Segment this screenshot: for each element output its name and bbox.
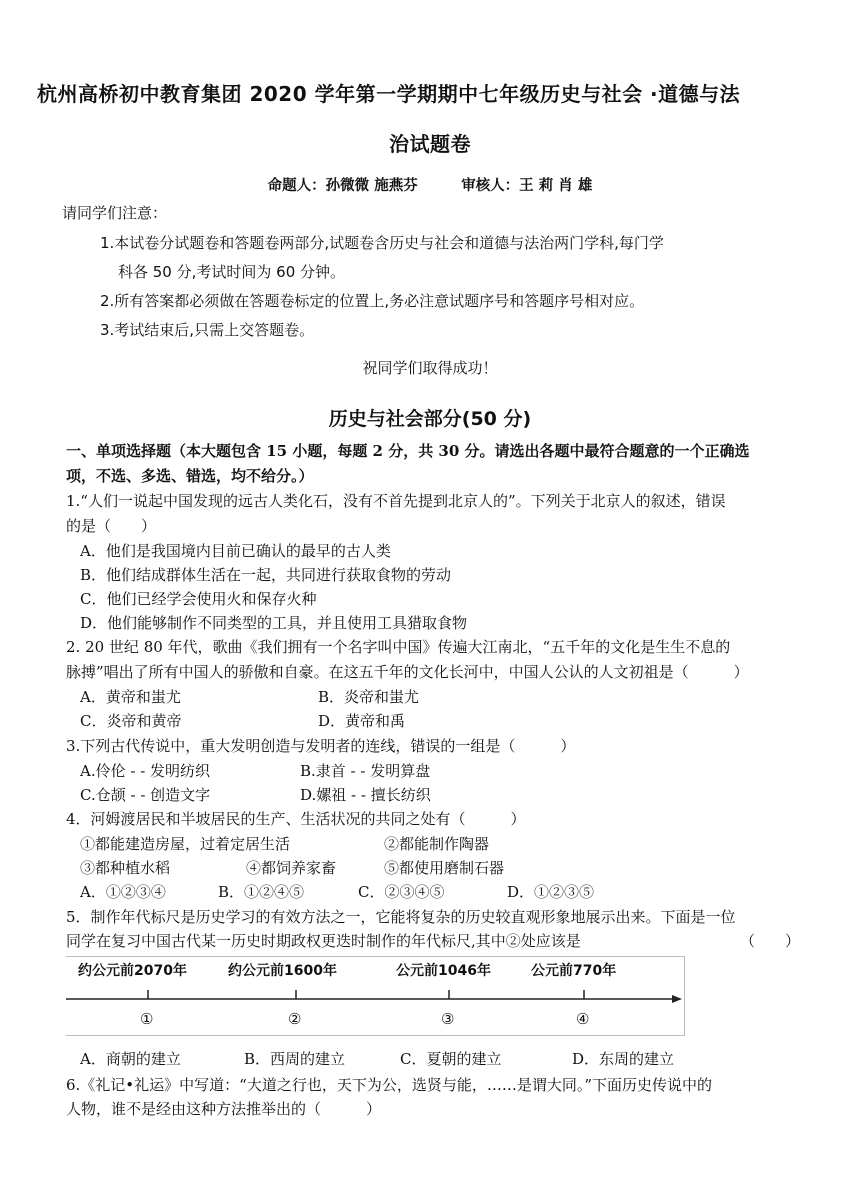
timeline-number-1: ① — [140, 1010, 154, 1028]
section-instructions-1: 一、单项选择题（本大题包含 15 小题，每题 2 分，共 30 分。请选出各题中最符合题意的一个正确选 — [66, 442, 750, 460]
q5-option-a: A．商朝的建立 — [80, 1050, 181, 1068]
q5-timeline-figure — [66, 956, 685, 1036]
exam-authors: 命题人：孙微微 施燕芬 审核人：王 莉 肖 雄 — [267, 178, 593, 194]
q4-statement-3: ③都种植水稻 — [80, 859, 171, 877]
q4-statement-1: ①都能建造房屋，过着定居生活 — [80, 835, 291, 853]
q5-option-c: C．夏朝的建立 — [400, 1050, 502, 1068]
q1-stem-2: 的是（ ） — [66, 517, 157, 535]
q3-option-a: A.伶伦 - - 发明纺织 — [80, 762, 211, 780]
timeline-label-2: 约公元前1600年 — [228, 963, 337, 979]
timeline-number-3: ③ — [441, 1010, 455, 1028]
q2-option-d: D．黄帝和禹 — [318, 712, 406, 730]
q4-option-c: C．②③④⑤ — [358, 883, 445, 901]
q2-option-b: B．炎帝和蚩尤 — [318, 688, 420, 706]
section-title: 历史与社会部分(50 分) — [328, 408, 532, 430]
q3-option-b: B.隶首 - - 发明算盘 — [300, 762, 431, 780]
q2-option-c: C．炎帝和黄帝 — [80, 712, 182, 730]
notice-item-2: 2.所有答案都必须做在答题卷标定的位置上,务必注意试题序号和答题序号相对应。 — [100, 292, 645, 310]
notice-item-3: 3.考试结束后,只需上交答题卷。 — [100, 321, 315, 339]
q4-statement-4: ④都饲养家畜 — [246, 859, 337, 877]
q5-stem-2: 同学在复习中国古代某一历史时期政权更迭时制作的年代标尺,其中②处应该是 — [66, 932, 581, 950]
q5-answer-paren: （ ） — [740, 932, 801, 950]
timeline-label-1: 约公元前2070年 — [78, 963, 187, 979]
q1-stem-1: 1.“人们一说起中国发现的远古人类化石，没有不首先提到北京人的”。下列关于北京人的叙述，错误 — [66, 492, 726, 510]
q2-option-a: A．黄帝和蚩尤 — [80, 688, 181, 706]
q4-statement-5: ⑤都使用磨制石器 — [384, 859, 505, 877]
q4-option-a: A．①②③④ — [80, 883, 166, 901]
q2-stem-2: 脉搏”唱出了所有中国人的骄傲和自豪。在这五千年的文化长河中，中国人公认的人文初祖是（ ） — [66, 663, 749, 681]
q1-option-a: A．他们是我国境内目前已确认的最早的古人类 — [80, 542, 391, 560]
notice-item-1b: 科各 50 分,考试时间为 60 分钟。 — [118, 263, 346, 281]
exam-title-line2: 治试题卷 — [389, 132, 471, 156]
section-instructions-2: 项，不选、多选、错选，均不给分。） — [66, 467, 314, 485]
q6-stem-1: 6.《礼记•礼运》中写道：“大道之行也，天下为公，选贤与能，……是谓大同。”下面历史传说中的 — [66, 1076, 713, 1094]
timeline-label-3: 公元前1046年 — [396, 963, 491, 979]
q1-option-c: C．他们已经学会使用火和保存火种 — [80, 590, 317, 608]
q1-option-b: B．他们结成群体生活在一起，共同进行获取食物的劳动 — [80, 566, 452, 584]
q3-stem: 3.下列古代传说中，重大发明创造与发明者的连线，错误的一组是（ ） — [66, 737, 576, 755]
timeline-label-4: 公元前770年 — [531, 963, 617, 979]
timeline-number-4: ④ — [576, 1010, 590, 1028]
notice-item-1a: 1.本试卷分试题卷和答题卷两部分,试题卷含历史与社会和道德与法治两门学科,每门学 — [100, 234, 664, 252]
q4-option-b: B．①②④⑤ — [218, 883, 305, 901]
q5-option-b: B．西周的建立 — [244, 1050, 346, 1068]
q5-option-d: D．东周的建立 — [572, 1050, 675, 1068]
q6-stem-2: 人物，谁不是经由这种方法推举出的（ ） — [66, 1100, 382, 1118]
q4-option-d: D．①②③⑤ — [507, 883, 595, 901]
exam-title-line1: 杭州高桥初中教育集团 2020 学年第一学期期中七年级历史与社会 ·道德与法 — [37, 82, 741, 106]
good-luck-wish: 祝同学们取得成功！ — [362, 359, 498, 377]
q4-stem: 4．河姆渡居民和半坡居民的生产、生活状况的共同之处有（ ） — [66, 810, 526, 828]
q4-statement-2: ②都能制作陶器 — [384, 835, 490, 853]
q2-stem-1: 2. 20 世纪 80 年代，歌曲《我们拥有一个名字叫中国》传遍大江南北，“五千年的文化是生生不息的 — [66, 638, 731, 656]
timeline-number-2: ② — [288, 1010, 302, 1028]
q1-option-d: D．他们能够制作不同类型的工具，并且使用工具猎取食物 — [80, 614, 468, 632]
q3-option-c: C.仓颉 - - 创造文字 — [80, 786, 211, 804]
notice-heading: 请同学们注意： — [62, 204, 168, 222]
q5-stem-1: 5．制作年代标尺是历史学习的有效方法之一，它能将复杂的历史较直观形象地展示出来。下面是一位 — [66, 908, 736, 926]
q3-option-d: D.嫘祖 - - 擅长纺织 — [300, 786, 431, 804]
